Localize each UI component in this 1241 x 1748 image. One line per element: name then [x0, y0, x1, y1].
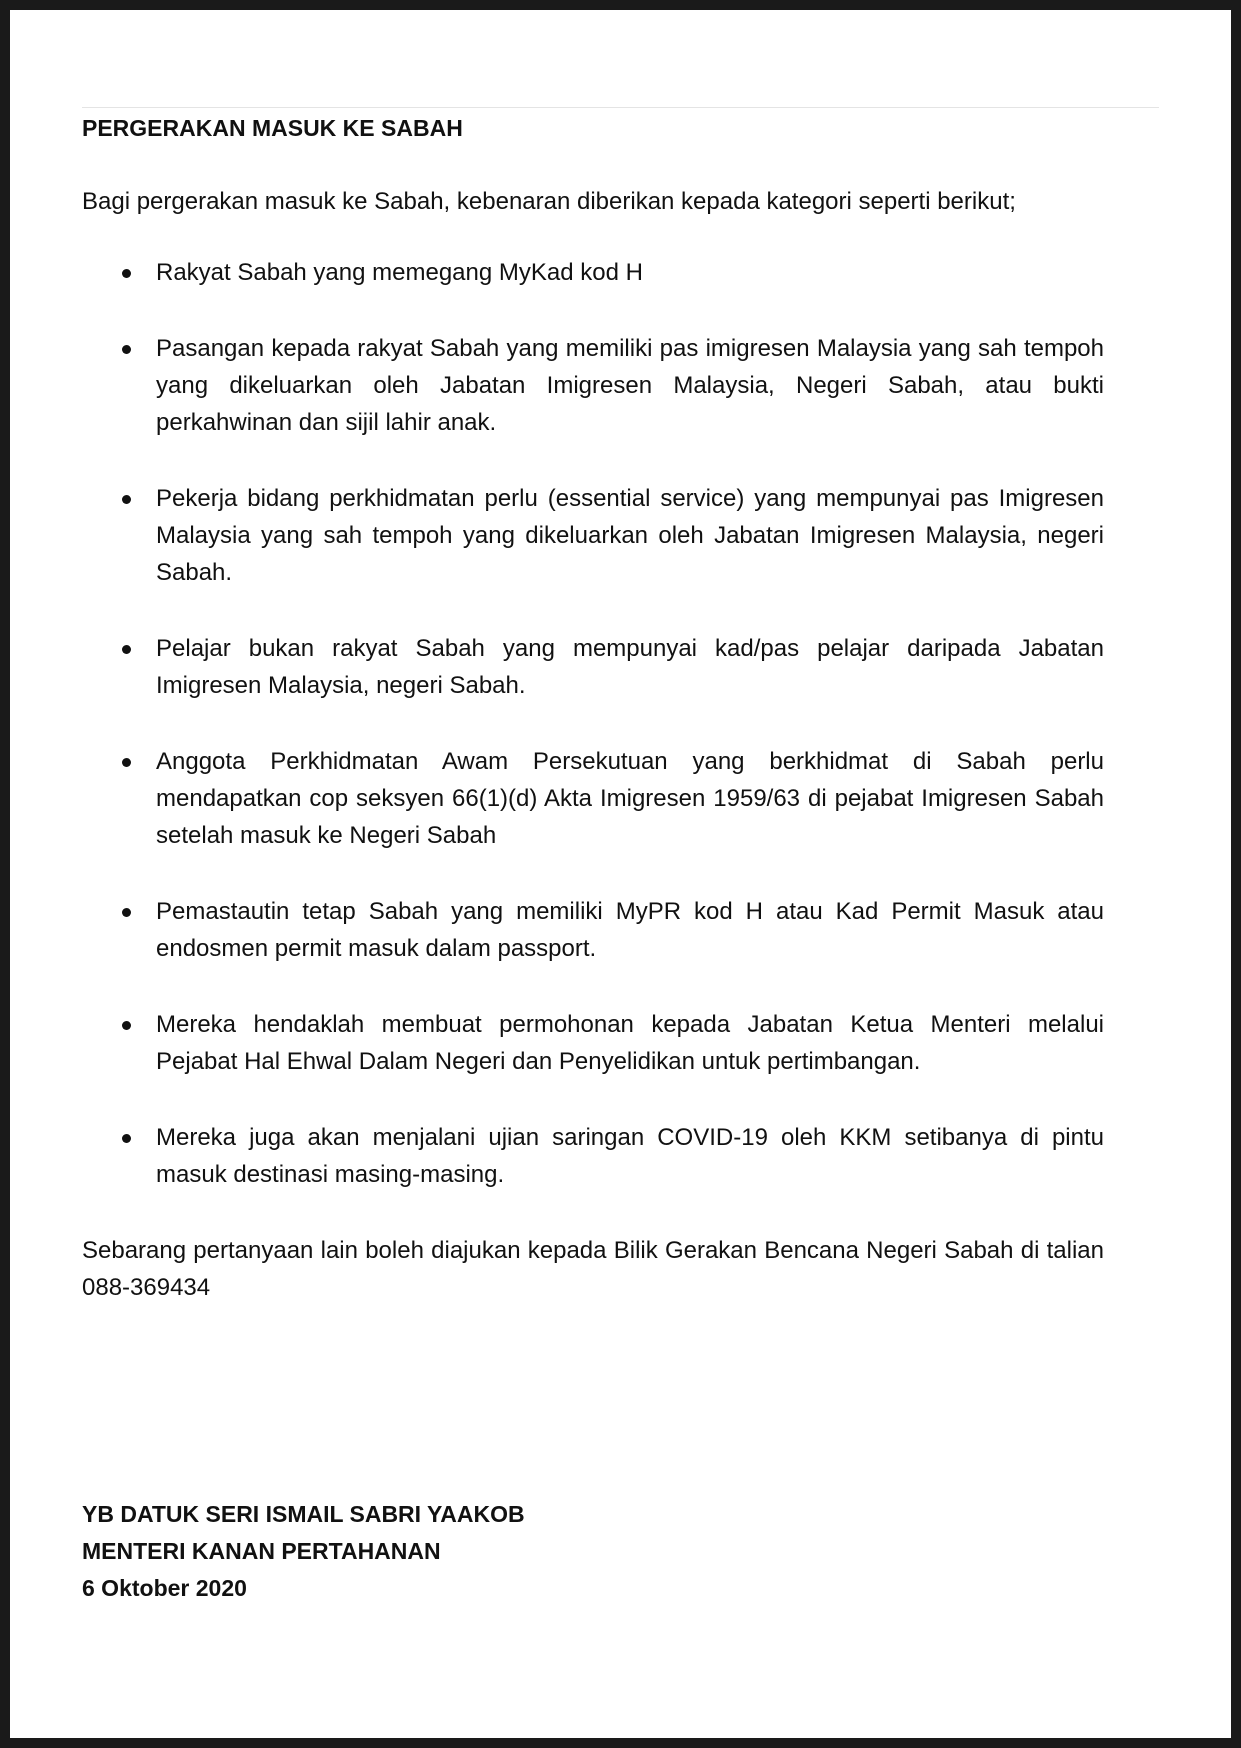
signatory-name: YB DATUK SERI ISMAIL SABRI YAAKOB [82, 1501, 525, 1527]
signature-block [82, 1496, 525, 1607]
signatory-position: MENTERI KANAN PERTAHANAN [82, 1538, 441, 1564]
list-item-text: Mereka hendaklah membuat permohonan kepada Jabatan Ketua Menteri melalui Pejabat Hal Ehwal Dalam Negeri dan Penyelidikan untuk pertimbangan. [156, 1011, 1104, 1075]
bullet-icon [122, 495, 131, 504]
bullet-icon [122, 269, 131, 278]
list-item [82, 1119, 1104, 1193]
bullet-icon [122, 645, 131, 654]
list-item-text: Pemastautin tetap Sabah yang memiliki MyPR kod H atau Kad Permit Masuk atau endosmen permit masuk dalam passport. [156, 898, 1104, 962]
intro-paragraph: Bagi pergerakan masuk ke Sabah, kebenaran diberikan kepada kategori seperti berikut; [82, 188, 1016, 215]
bullet-icon [122, 908, 131, 917]
list-item-text: Pekerja bidang perkhidmatan perlu (essential service) yang mempunyai pas Imigresen Malaysia yang sah tempoh yang dikeluarkan oleh Jabatan Imigresen Malaysia, negeri Sabah. [156, 485, 1104, 586]
list-item [82, 1006, 1104, 1080]
list-item [82, 630, 1104, 704]
list-item-text: Pasangan kepada rakyat Sabah yang memiliki pas imigresen Malaysia yang sah tempoh yang dikeluarkan oleh Jabatan Imigresen Malaysia, Negeri Sabah, atau bukti perkahwinan dan sijil lahir anak. [156, 335, 1104, 436]
list-item [82, 743, 1104, 854]
list-item-text: Pelajar bukan rakyat Sabah yang mempunyai kad/pas pelajar daripada Jabatan Imigresen Malaysia, negeri Sabah. [156, 635, 1104, 699]
bullet-icon [122, 758, 131, 767]
bullet-icon [122, 1134, 131, 1143]
list-item [82, 254, 1104, 291]
closing-paragraph: Sebarang pertanyaan lain boleh diajukan kepada Bilik Gerakan Bencana Negeri Sabah di talian 088-369434 [82, 1237, 1104, 1301]
list-item-text: Mereka juga akan menjalani ujian saringan COVID-19 oleh KKM setibanya di pintu masuk destinasi masing-masing. [156, 1124, 1104, 1188]
top-divider [82, 107, 1159, 108]
list-item-text: Anggota Perkhidmatan Awam Persekutuan yang berkhidmat di Sabah perlu mendapatkan cop seksyen 66(1)(d) Akta Imigresen 1959/63 di pejabat Imigresen Sabah setelah masuk ke Negeri Sabah [156, 748, 1104, 849]
signature-date: 6 Oktober 2020 [82, 1575, 247, 1601]
list-item [82, 330, 1104, 441]
document-title: PERGERAKAN MASUK KE SABAH [82, 115, 463, 141]
document-body [82, 110, 1104, 1306]
list-item [82, 893, 1104, 967]
list-item [82, 480, 1104, 591]
document-page [10, 10, 1231, 1738]
category-list [82, 254, 1104, 1193]
bullet-icon [122, 1021, 131, 1030]
bullet-icon [122, 345, 131, 354]
list-item-text: Rakyat Sabah yang memegang MyKad kod H [156, 259, 643, 286]
